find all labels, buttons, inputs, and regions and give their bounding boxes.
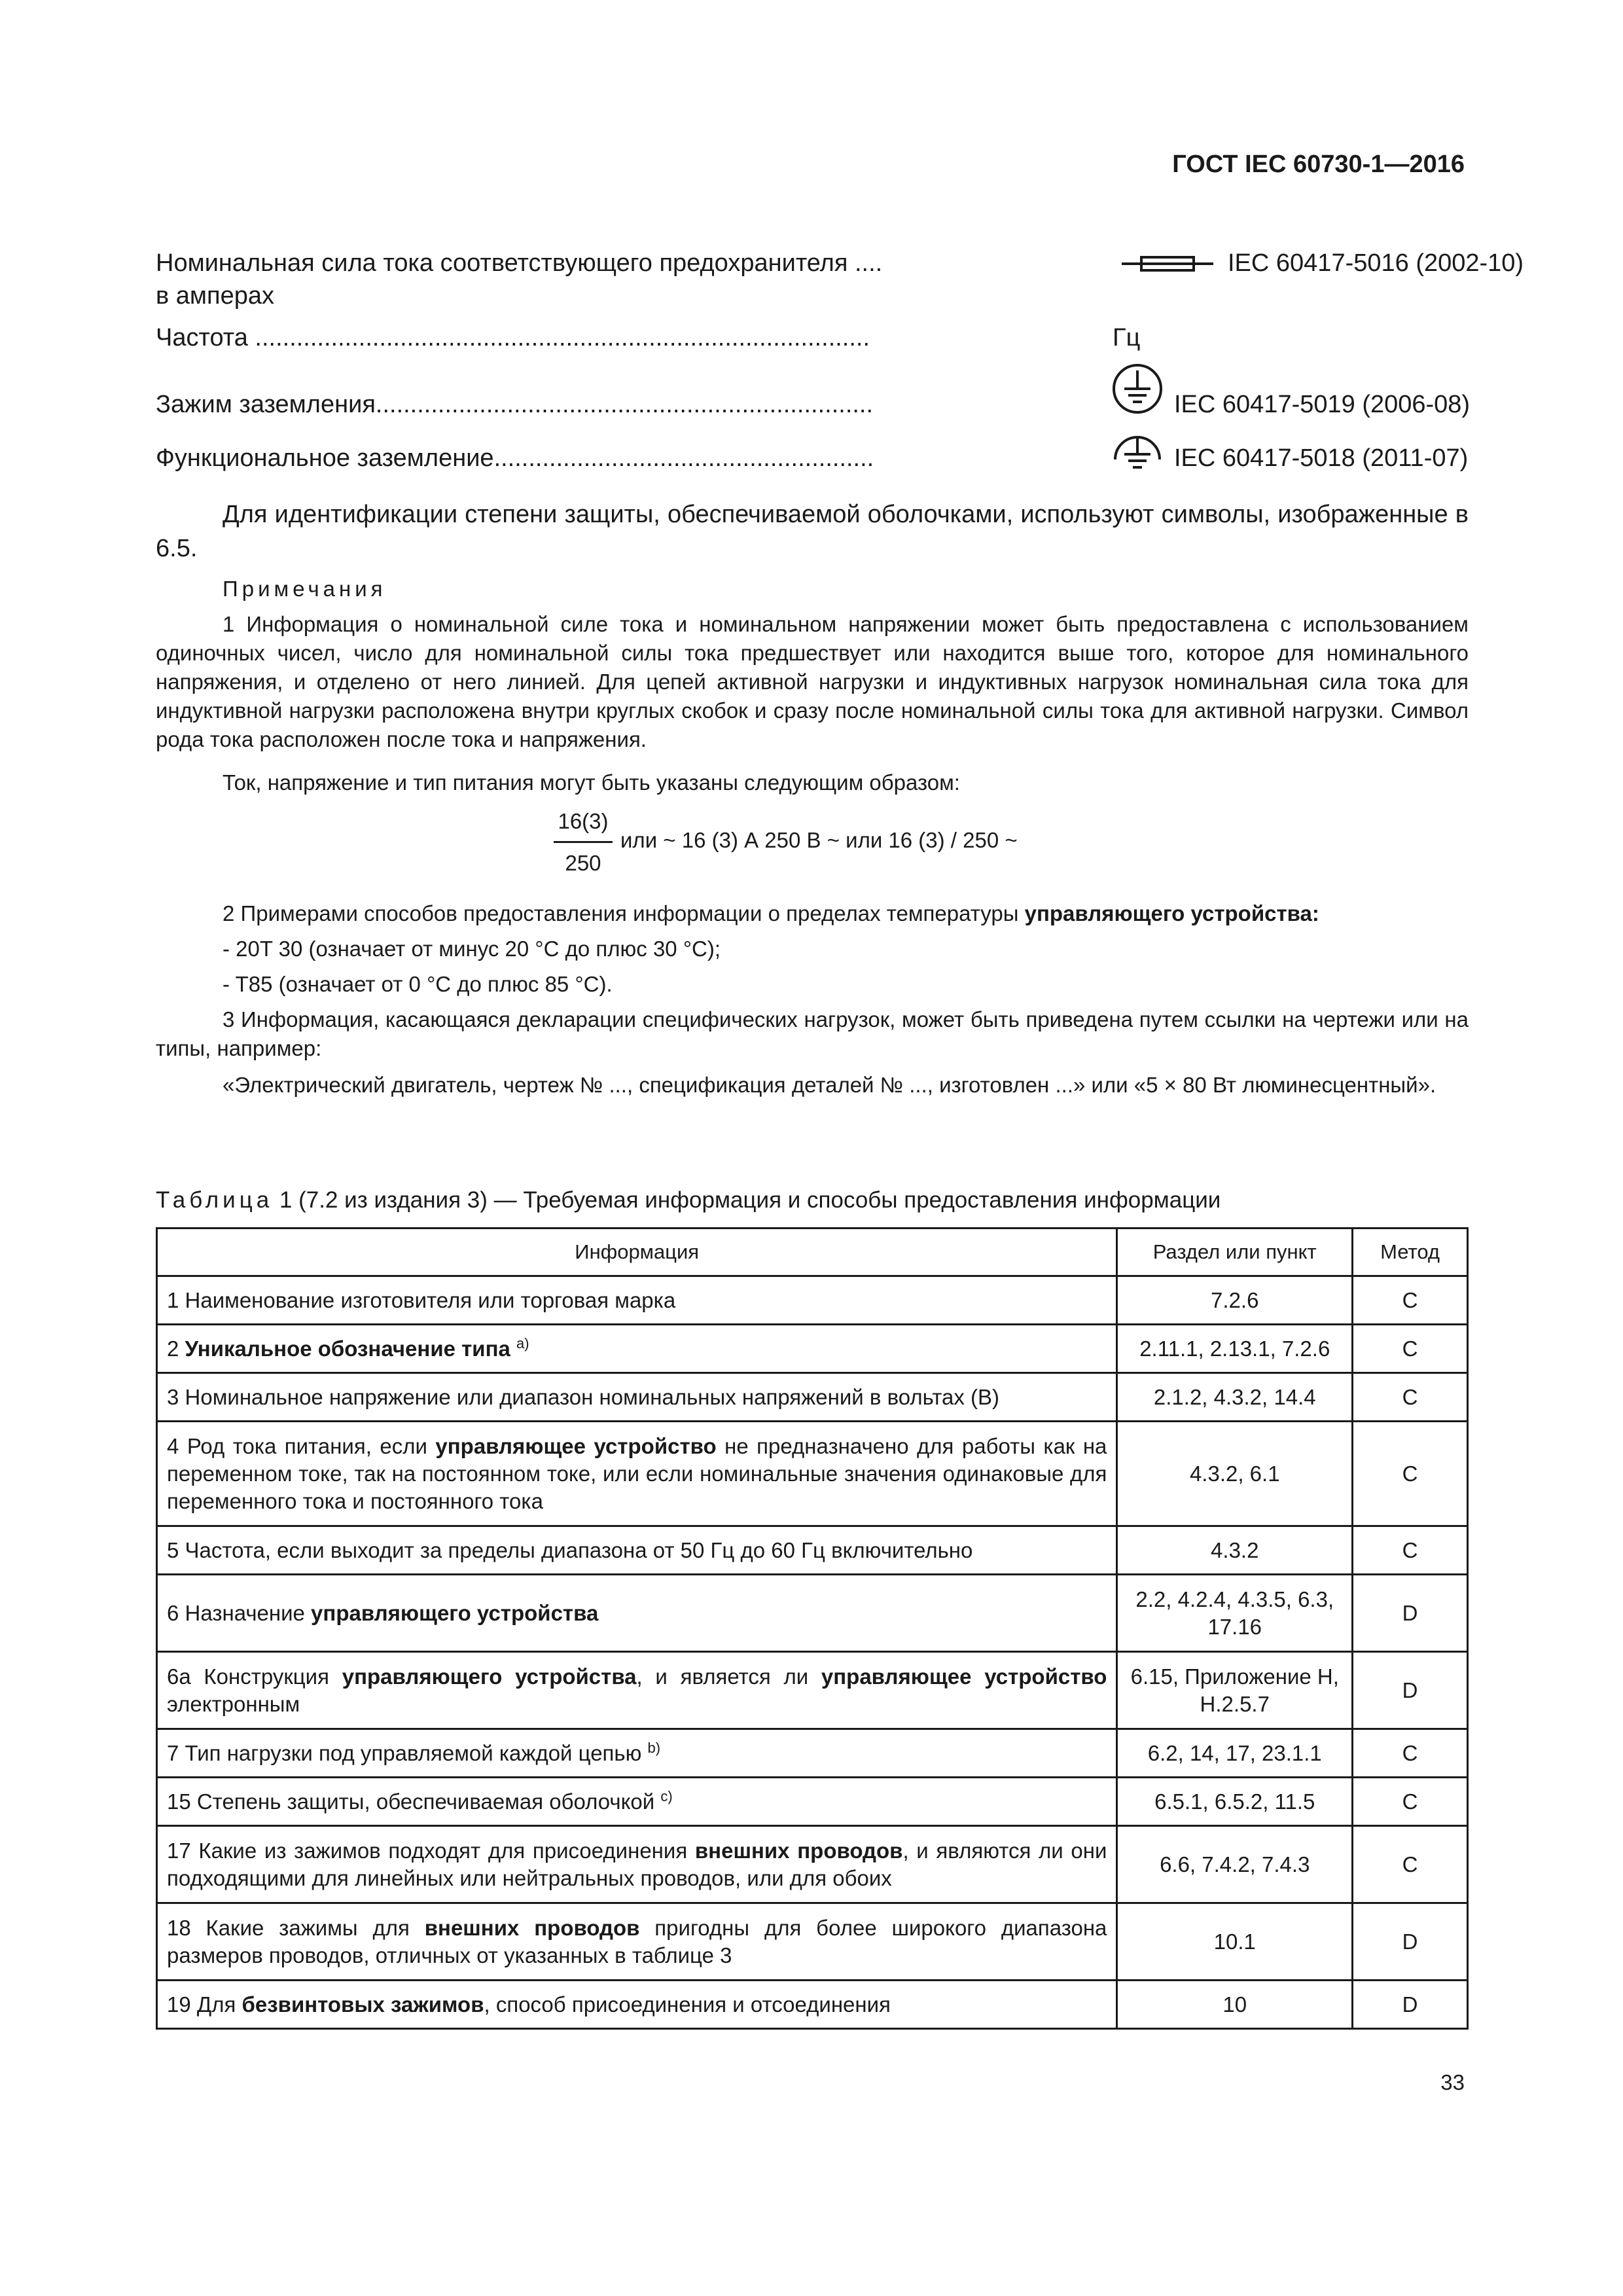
column-header: Метод bbox=[1353, 1229, 1468, 1276]
method-cell: D bbox=[1353, 1652, 1468, 1729]
note-1: 1 Информация о номинальной силе тока и номинальном напряжении может быть предоставлена с использованием одиночных чисел, число для номинальной силы тока предшествует или находится выше того, которое для номинального напряжения, и отделено от него линией. Для цепей активной нагрузки и индуктивных нагрузок номинальная сила тока для индуктивной нагрузки расположена внутри круглых скобок и сразу после номинальной силы тока для активной нагрузки. Символ рода тока расположен после тока и напряжения. bbox=[156, 612, 1469, 751]
method-cell: С bbox=[1353, 1826, 1468, 1903]
note-2-item-2: - T85 (означает от 0 °С до плюс 85 °С). bbox=[223, 972, 613, 996]
note-3: 3 Информация, касающаяся декларации специфических нагрузок, может быть приведена путем ссылки на чертежи или на типы, например: bbox=[156, 1007, 1469, 1060]
fraction-rest: или ~ 16 (3) А 250 В ~ или 16 (3) / 250 ~ bbox=[620, 828, 1018, 852]
note-1-example-intro: Ток, напряжение и тип питания могут быть указаны следующим образом: bbox=[223, 770, 960, 795]
info-cell: 6а Конструкция управляющего устройства, и является ли управляющее устройство электронным bbox=[157, 1652, 1117, 1729]
section-cell: 4.3.2 bbox=[1117, 1526, 1353, 1575]
table-row bbox=[157, 1373, 1468, 1422]
method-cell: С bbox=[1353, 1422, 1468, 1526]
method-cell: С bbox=[1353, 1778, 1468, 1826]
method-cell: С bbox=[1353, 1276, 1468, 1325]
note-2-item-1: - 20T 30 (означает от минус 20 °С до плюс 30 °С); bbox=[223, 937, 721, 961]
table-header-row bbox=[157, 1229, 1468, 1276]
table-row bbox=[157, 1981, 1468, 2029]
method-cell: С bbox=[1353, 1373, 1468, 1422]
protective-earth-icon bbox=[1111, 363, 1164, 415]
note-2-text: 2 Примерами способов предоставления информации о пределах температуры bbox=[223, 901, 1025, 925]
method-cell: С bbox=[1353, 1526, 1468, 1575]
method-cell: С bbox=[1353, 1325, 1468, 1373]
table-row bbox=[157, 1422, 1468, 1526]
column-header: Раздел или пункт bbox=[1117, 1229, 1353, 1276]
info-cell: 2 Уникальное обозначение типа $^{a)}$ bbox=[157, 1325, 1117, 1373]
method-cell: D bbox=[1353, 1903, 1468, 1981]
section-cell: 6.15, Приложение Н, Н.2.5.7 bbox=[1117, 1652, 1353, 1729]
table-row bbox=[157, 1575, 1468, 1652]
note-2 bbox=[156, 899, 1469, 928]
symbol-ref: IEC 60417-5019 (2006-08) bbox=[1174, 391, 1471, 418]
table-row bbox=[157, 1826, 1468, 1903]
method-cell: D bbox=[1353, 1981, 1468, 2029]
symbol-label: Частота ......................................................................................... bbox=[156, 324, 870, 351]
symbol-ref: IEC 60417-5018 (2011-07) bbox=[1174, 444, 1469, 472]
info-cell: 6 Назначение управляющего устройства bbox=[157, 1575, 1117, 1652]
section-cell: 6.2, 14, 17, 23.1.1 bbox=[1117, 1729, 1353, 1778]
section-cell: 2.1.2, 4.3.2, 14.4 bbox=[1117, 1373, 1353, 1422]
column-header: Информация bbox=[157, 1229, 1117, 1276]
info-cell: 5 Частота, если выходит за пределы диапазона от 50 Гц до 60 Гц включительно bbox=[157, 1526, 1117, 1575]
info-cell: 17 Какие из зажимов подходят для присоединения внешних проводов, и являются ли они подходящими для линейных или нейтральных проводов, или для обоих bbox=[157, 1826, 1117, 1903]
table-row bbox=[157, 1652, 1468, 1729]
info-cell: 3 Номинальное напряжение или диапазон номинальных напряжений в вольтах (В) bbox=[157, 1373, 1117, 1422]
info-cell: 15 Степень защиты, обеспечиваемая оболочкой $^{c)}$ bbox=[157, 1778, 1117, 1826]
table-caption-text: 1 (7.2 из издания 3) — Требуемая информация и способы предоставления информации bbox=[273, 1187, 1221, 1213]
table-caption-label: Таблица bbox=[156, 1187, 274, 1213]
fraction-numerator: 16(3) bbox=[558, 809, 609, 833]
info-cell: 7 Тип нагрузки под управляемой каждой цепью $^{b)}$ bbox=[157, 1729, 1117, 1778]
section-cell: 2.2, 4.2.4, 4.3.5, 6.3, 17.16 bbox=[1117, 1575, 1353, 1652]
fraction-denominator: 250 bbox=[565, 851, 601, 875]
section-cell: 4.3.2, 6.1 bbox=[1117, 1422, 1353, 1526]
section-cell: 10 bbox=[1117, 1981, 1353, 2029]
info-cell: 4 Род тока питания, если управляющее устройство не предназначено для работы как на переменном токе, так на постоянном токе, или если номинальные значения одинаковые для переменного тока и постоянного тока bbox=[157, 1422, 1117, 1526]
table-row bbox=[157, 1276, 1468, 1325]
information-table bbox=[156, 1227, 1469, 2030]
section-cell: 2.11.1, 2.13.1, 7.2.6 bbox=[1117, 1325, 1353, 1373]
section-cell: 6.6, 7.4.2, 7.4.3 bbox=[1117, 1826, 1353, 1903]
symbol-label: Номинальная сила тока соответствующего предохранителя .... bbox=[156, 249, 883, 277]
table-row bbox=[157, 1903, 1468, 1981]
table-row bbox=[157, 1778, 1468, 1826]
notes-heading: Примечания bbox=[223, 577, 387, 601]
section-cell: 6.5.1, 6.5.2, 11.5 bbox=[1117, 1778, 1353, 1826]
fuse-icon bbox=[1122, 255, 1213, 272]
info-cell: 19 Для безвинтовых зажимов, способ присоединения и отсоединения bbox=[157, 1981, 1117, 2029]
table-row bbox=[157, 1729, 1468, 1778]
symbol-ref: IEC 60417-5016 (2002-10) bbox=[1228, 249, 1524, 277]
note-2-bold: управляющего устройства: bbox=[1024, 901, 1319, 925]
table-caption bbox=[156, 1187, 1221, 1213]
document-header: ГОСТ IEC 60730-1—2016 bbox=[1172, 151, 1465, 178]
fraction-line bbox=[554, 841, 613, 843]
symbol-label: Зажим заземления........................................................................ bbox=[156, 391, 874, 418]
symbol-label-cont: в амперах bbox=[156, 282, 274, 310]
page-number: 33 bbox=[1440, 2070, 1465, 2094]
symbol-unit: Гц bbox=[1113, 324, 1141, 351]
section-cell: 7.2.6 bbox=[1117, 1276, 1353, 1325]
intro-paragraph: Для идентификации степени защиты, обеспечиваемой оболочками, используют символы, изображенные в 6.5. bbox=[156, 501, 1469, 562]
method-cell: С bbox=[1353, 1729, 1468, 1778]
table-row bbox=[157, 1325, 1468, 1373]
symbol-label: Функциональное заземление....................................................... bbox=[156, 444, 874, 472]
info-cell: 1 Наименование изготовителя или торговая марка bbox=[157, 1276, 1117, 1325]
note-3-example: «Электрический двигатель, чертеж № ..., спецификация деталей № ..., изготовлен ...» или «5 × 80 Вт люминесцентный». bbox=[223, 1073, 1436, 1097]
functional-earth-icon bbox=[1111, 433, 1164, 473]
section-cell: 10.1 bbox=[1117, 1903, 1353, 1981]
table-row bbox=[157, 1526, 1468, 1575]
info-cell: 18 Какие зажимы для внешних проводов пригодны для более широкого диапазона размеров проводов, отличных от указанных в таблице 3 bbox=[157, 1903, 1117, 1981]
method-cell: D bbox=[1353, 1575, 1468, 1652]
